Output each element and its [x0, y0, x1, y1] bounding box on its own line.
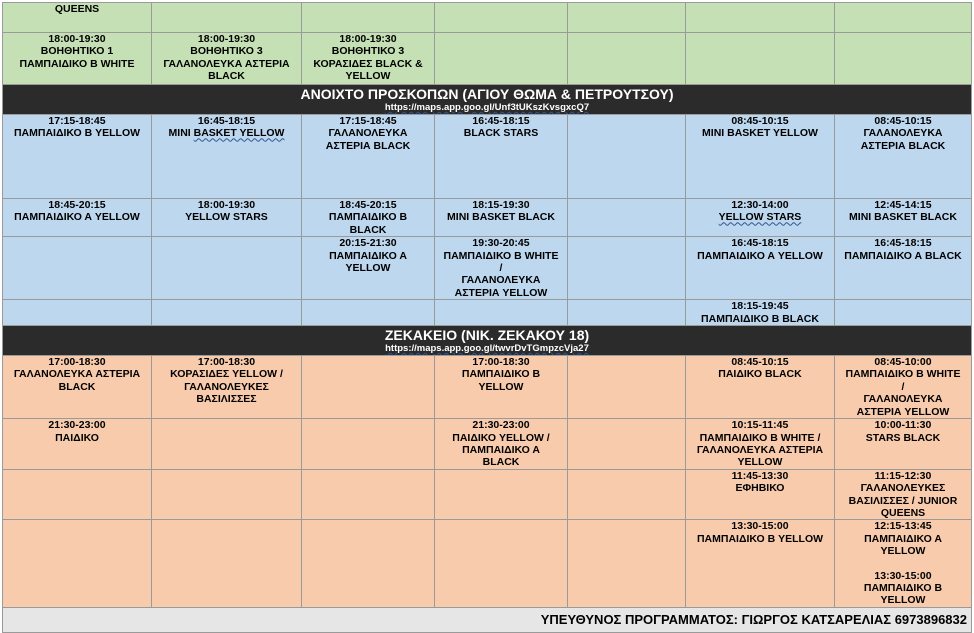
schedule-cell: [435, 33, 568, 85]
venue-map-link[interactable]: https://maps.app.goo.gl/Unf3tUKszKvsgxcQ7: [384, 102, 590, 113]
schedule-cell: [3, 115, 152, 199]
schedule-cell: [835, 3, 972, 33]
time-slot: 21:30-23:00: [472, 419, 530, 432]
time-slot: 16:45-18:15: [197, 115, 256, 127]
team-label: YELLOW STARS: [718, 211, 802, 224]
schedule-cell: [568, 237, 686, 300]
schedule-cell: [152, 33, 302, 85]
team-label: ΕΦΗΒΙΚΟ: [735, 482, 785, 495]
schedule-table: [2, 2, 972, 633]
team-label: ΓΑΛΑΝΟΛΕΥΚΑ ΑΣΤΕΡΙΑ BLACK: [13, 368, 141, 393]
schedule-cell: [568, 300, 686, 326]
venue-header-row: [3, 85, 972, 115]
team-label: ΠΑΜΠΑΙΔΙΚΟ Α BLACK: [844, 249, 962, 262]
schedule-cell: [302, 356, 435, 419]
time-slot: 18:45-20:15: [339, 199, 397, 211]
time-slot: 12:45-14:15: [874, 199, 932, 211]
schedule-cell: [835, 115, 972, 199]
schedule-cell: [835, 469, 972, 520]
schedule-cell: [3, 237, 152, 300]
time-slot: 13:30-15:00: [874, 569, 932, 582]
time-slot: 12:15-13:45: [874, 520, 932, 533]
time-slot: 12:30-14:00: [731, 199, 789, 211]
schedule-cell: [3, 520, 152, 607]
schedule-cell: [302, 115, 435, 199]
schedule-cell: [302, 419, 435, 470]
time-slot: 17:00-18:30: [197, 356, 256, 369]
schedule-cell: [3, 469, 152, 520]
time-slot: 13:30-15:00: [731, 520, 789, 533]
schedule-row: [3, 469, 972, 520]
schedule-cell: [152, 237, 302, 300]
schedule-cell: [568, 520, 686, 607]
time-slot: 08:45-10:15: [731, 356, 789, 369]
venue-header-row: [3, 326, 972, 356]
schedule-cell: [686, 356, 835, 419]
team-label: QUEENS: [54, 3, 100, 15]
schedule-cell: [686, 33, 835, 85]
venue-header: [3, 326, 972, 356]
team-label: ΠΑΜΠΑΙΔΙΚΟ Β YELLOW: [461, 368, 541, 393]
team-label: ΠΑΜΠΑΙΔΙΚΟ Β WHITE / ΓΑΛΑΝΟΛΕΥΚΑ ΑΣΤΕΡΙΑ YELLOW: [443, 249, 559, 299]
schedule-cell: [152, 356, 302, 419]
venue-title: ΖΕΚΑΚΕΙΟ (ΝΙΚ. ΖΕΚΑΚΟΥ 18): [384, 327, 590, 344]
team-label: ΓΑΛΑΝΟΛΕΥΚΑ ΑΣΤΕΡΙΑ BLACK: [325, 127, 411, 152]
schedule-cell: [152, 115, 302, 199]
time-slot: 17:00-18:30: [48, 356, 106, 369]
schedule-cell: [686, 199, 835, 237]
schedule-cell: [568, 199, 686, 237]
schedule-cell: [686, 237, 835, 300]
schedule-cell: [302, 237, 435, 300]
schedule-cell: [3, 419, 152, 470]
team-label: ΠΑΜΠΑΙΔΙΚΟ Β WHITE / ΓΑΛΑΝΟΛΕΥΚΑ ΑΣΤΕΡΙΑ YELLOW: [845, 368, 961, 418]
team-label: ΒΟΗΘΗΤΙΚΟ 1 ΠΑΜΠΑΙΔΙΚΟ Β WHITE: [19, 45, 135, 70]
schedule-cell: [302, 469, 435, 520]
team-label: ΠΑΜΠΑΙΔΙΚΟ Α YELLOW: [14, 211, 140, 224]
schedule-cell: [152, 419, 302, 470]
schedule-cell: [435, 300, 568, 326]
time-slot: 18:15-19:45: [731, 300, 789, 313]
time-slot: 11:45-13:30: [731, 469, 789, 482]
schedule-cell: [686, 520, 835, 607]
venue-header: [3, 85, 972, 115]
schedule-cell: [686, 3, 835, 33]
schedule-row: [3, 115, 972, 199]
time-slot: 08:45-10:15: [874, 115, 932, 127]
venue-map-link[interactable]: https://maps.app.goo.gl/twvrDvTGmpzcVja27: [385, 343, 589, 355]
time-slot: 18:15-19:30: [472, 199, 530, 211]
schedule-cell: [152, 300, 302, 326]
team-label: ΠΑΜΠΑΙΔΙΚΟ Β BLACK: [328, 211, 408, 236]
time-slot: 17:15-18:45: [48, 115, 106, 127]
schedule-cell: [435, 419, 568, 470]
schedule-cell: [835, 33, 972, 85]
schedule-cell: [3, 33, 152, 85]
time-slot: 17:15-18:45: [339, 115, 397, 127]
team-label: ΠΑΙΔΙΚΟ BLACK: [718, 368, 802, 381]
schedule-row: [3, 33, 972, 85]
schedule-cell: [835, 419, 972, 470]
schedule-cell: [435, 199, 568, 237]
team-label: MINI BASKET BLACK: [849, 211, 957, 224]
schedule-cell: [686, 300, 835, 326]
schedule-cell: [3, 300, 152, 326]
team-label: ΠΑΜΠΑΙΔΙΚΟ Β WHITE / ΓΑΛΑΝΟΛΕΥΚΑ ΑΣΤΕΡΙΑ YELLOW: [696, 431, 824, 469]
time-slot: 11:15-12:30: [874, 469, 932, 482]
schedule-row: [3, 419, 972, 470]
schedule-cell: [435, 520, 568, 607]
schedule-row: [3, 237, 972, 300]
team-label: ΠΑΜΠΑΙΔΙΚΟ Β YELLOW: [696, 532, 824, 545]
time-slot: 18:00-19:30: [197, 199, 256, 211]
schedule-cell: [152, 520, 302, 607]
time-slot: 18:00-19:30: [339, 33, 397, 45]
schedule-cell: [302, 300, 435, 326]
schedule-cell: [435, 356, 568, 419]
schedule-row: [3, 356, 972, 419]
team-label: ΠΑΜΠΑΙΔΙΚΟ Α YELLOW: [329, 249, 407, 275]
schedule-cell: [435, 469, 568, 520]
team-label: ΒΟΗΘΗΤΙΚΟ 3 ΓΑΛΑΝΟΛΕΥΚΑ ΑΣΤΕΡΙΑ BLACK: [163, 45, 290, 83]
schedule-cell: [152, 3, 302, 33]
time-slot: 18:45-20:15: [48, 199, 106, 211]
schedule-cell: [686, 469, 835, 520]
venue-title: ΑΝΟΙΧΤΟ ΠΡΟΣΚΟΠΩΝ (ΑΓΙΟΥ ΘΩΜΑ & ΠΕΤΡΟΥΤΣΟΥ): [300, 86, 674, 102]
schedule-cell: [835, 237, 972, 300]
time-slot: 16:45-18:15: [874, 237, 932, 250]
schedule-row: [3, 300, 972, 326]
schedule-cell: [686, 419, 835, 470]
team-label: ΠΑΜΠΑΙΔΙΚΟ Β YELLOW: [13, 127, 141, 140]
time-slot: 17:00-18:30: [472, 356, 530, 369]
schedule-cell: [568, 115, 686, 199]
schedule-cell: [152, 469, 302, 520]
team-label: MINI BASKET YELLOW: [702, 127, 818, 140]
team-label: MINI BASKET YELLOW: [168, 127, 285, 140]
team-label: ΒΟΗΘΗΤΙΚΟ 3 ΚΟΡΑΣΙΔΕΣ BLACK & YELLOW: [313, 45, 423, 83]
schedule-cell: [152, 199, 302, 237]
team-label: ΠΑΙΔΙΚΟ YELLOW / ΠΑΜΠΑΙΔΙΚΟ Α BLACK: [452, 431, 550, 469]
schedule-cell: [568, 3, 686, 33]
time-slot: 18:00-19:30: [197, 33, 256, 45]
schedule-cell: [3, 199, 152, 237]
time-slot: 10:15-11:45: [731, 419, 789, 432]
team-label: ΓΑΛΑΝΟΛΕΥΚΕΣ ΒΑΣΙΛΙΣΣΕΣ / JUNIOR QUEENS: [848, 482, 958, 519]
schedule-cell: [435, 237, 568, 300]
team-label: ΠΑΜΠΑΙΔΙΚΟ Β YELLOW: [863, 581, 943, 607]
team-label: YELLOW STARS: [185, 211, 268, 224]
team-label: ΠΑΙΔΙΚΟ: [55, 431, 99, 444]
time-slot: 21:30-23:00: [48, 419, 106, 432]
footer-row: [3, 607, 972, 632]
time-slot: 19:30-20:45: [472, 237, 530, 250]
team-label: ΓΑΛΑΝΟΛΕΥΚΑ ΑΣΤΕΡΙΑ BLACK: [860, 127, 946, 152]
schedule-cell: [835, 199, 972, 237]
team-label: ΠΑΜΠΑΙΔΙΚΟ Α YELLOW: [864, 532, 942, 558]
schedule-row: [3, 520, 972, 607]
schedule-row: [3, 199, 972, 237]
schedule-cell: [568, 33, 686, 85]
time-slot: 10:00-11:30: [874, 419, 932, 432]
time-slot: 16:45-18:15: [472, 115, 530, 127]
schedule-cell: [568, 356, 686, 419]
schedule-row: [3, 3, 972, 33]
schedule-cell: [302, 520, 435, 607]
schedule-cell: [302, 3, 435, 33]
schedule-cell: [3, 356, 152, 419]
schedule-cell: [302, 199, 435, 237]
time-slot: 18:00-19:30: [48, 33, 106, 45]
schedule-cell: [568, 469, 686, 520]
schedule-cell: [835, 300, 972, 326]
time-slot: 08:45-10:00: [874, 356, 932, 369]
team-label: MINI BASKET BLACK: [447, 211, 555, 224]
time-slot: 08:45-10:15: [731, 115, 789, 127]
team-label: BLACK STARS: [463, 127, 539, 140]
schedule-cell: [835, 356, 972, 419]
team-label: STARS BLACK: [865, 431, 941, 444]
schedule-cell: [3, 3, 152, 33]
time-slot: 20:15-21:30: [339, 237, 397, 250]
footer-text: ΥΠΕΥΘΥΝΟΣ ΠΡΟΓΡΑΜΜΑΤΟΣ: ΓΙΩΡΓΟΣ ΚΑΤΣΑΡΕΛΙΑΣ 6973896832: [3, 607, 972, 632]
schedule-cell: [568, 419, 686, 470]
schedule-cell: [686, 115, 835, 199]
schedule-cell: [435, 3, 568, 33]
team-label: ΠΑΜΠΑΙΔΙΚΟ Α YELLOW: [697, 249, 823, 262]
schedule-cell: [435, 115, 568, 199]
team-label: ΠΑΜΠΑΙΔΙΚΟ Β BLACK: [701, 312, 819, 325]
schedule-cell: [302, 33, 435, 85]
schedule-cell: [835, 520, 972, 607]
team-label: ΚΟΡΑΣΙΔΕΣ YELLOW / ΓΑΛΑΝΟΛΕΥΚΕΣ ΒΑΣΙΛΙΣΣΕΣ: [170, 368, 283, 406]
time-slot: 16:45-18:15: [731, 237, 789, 250]
